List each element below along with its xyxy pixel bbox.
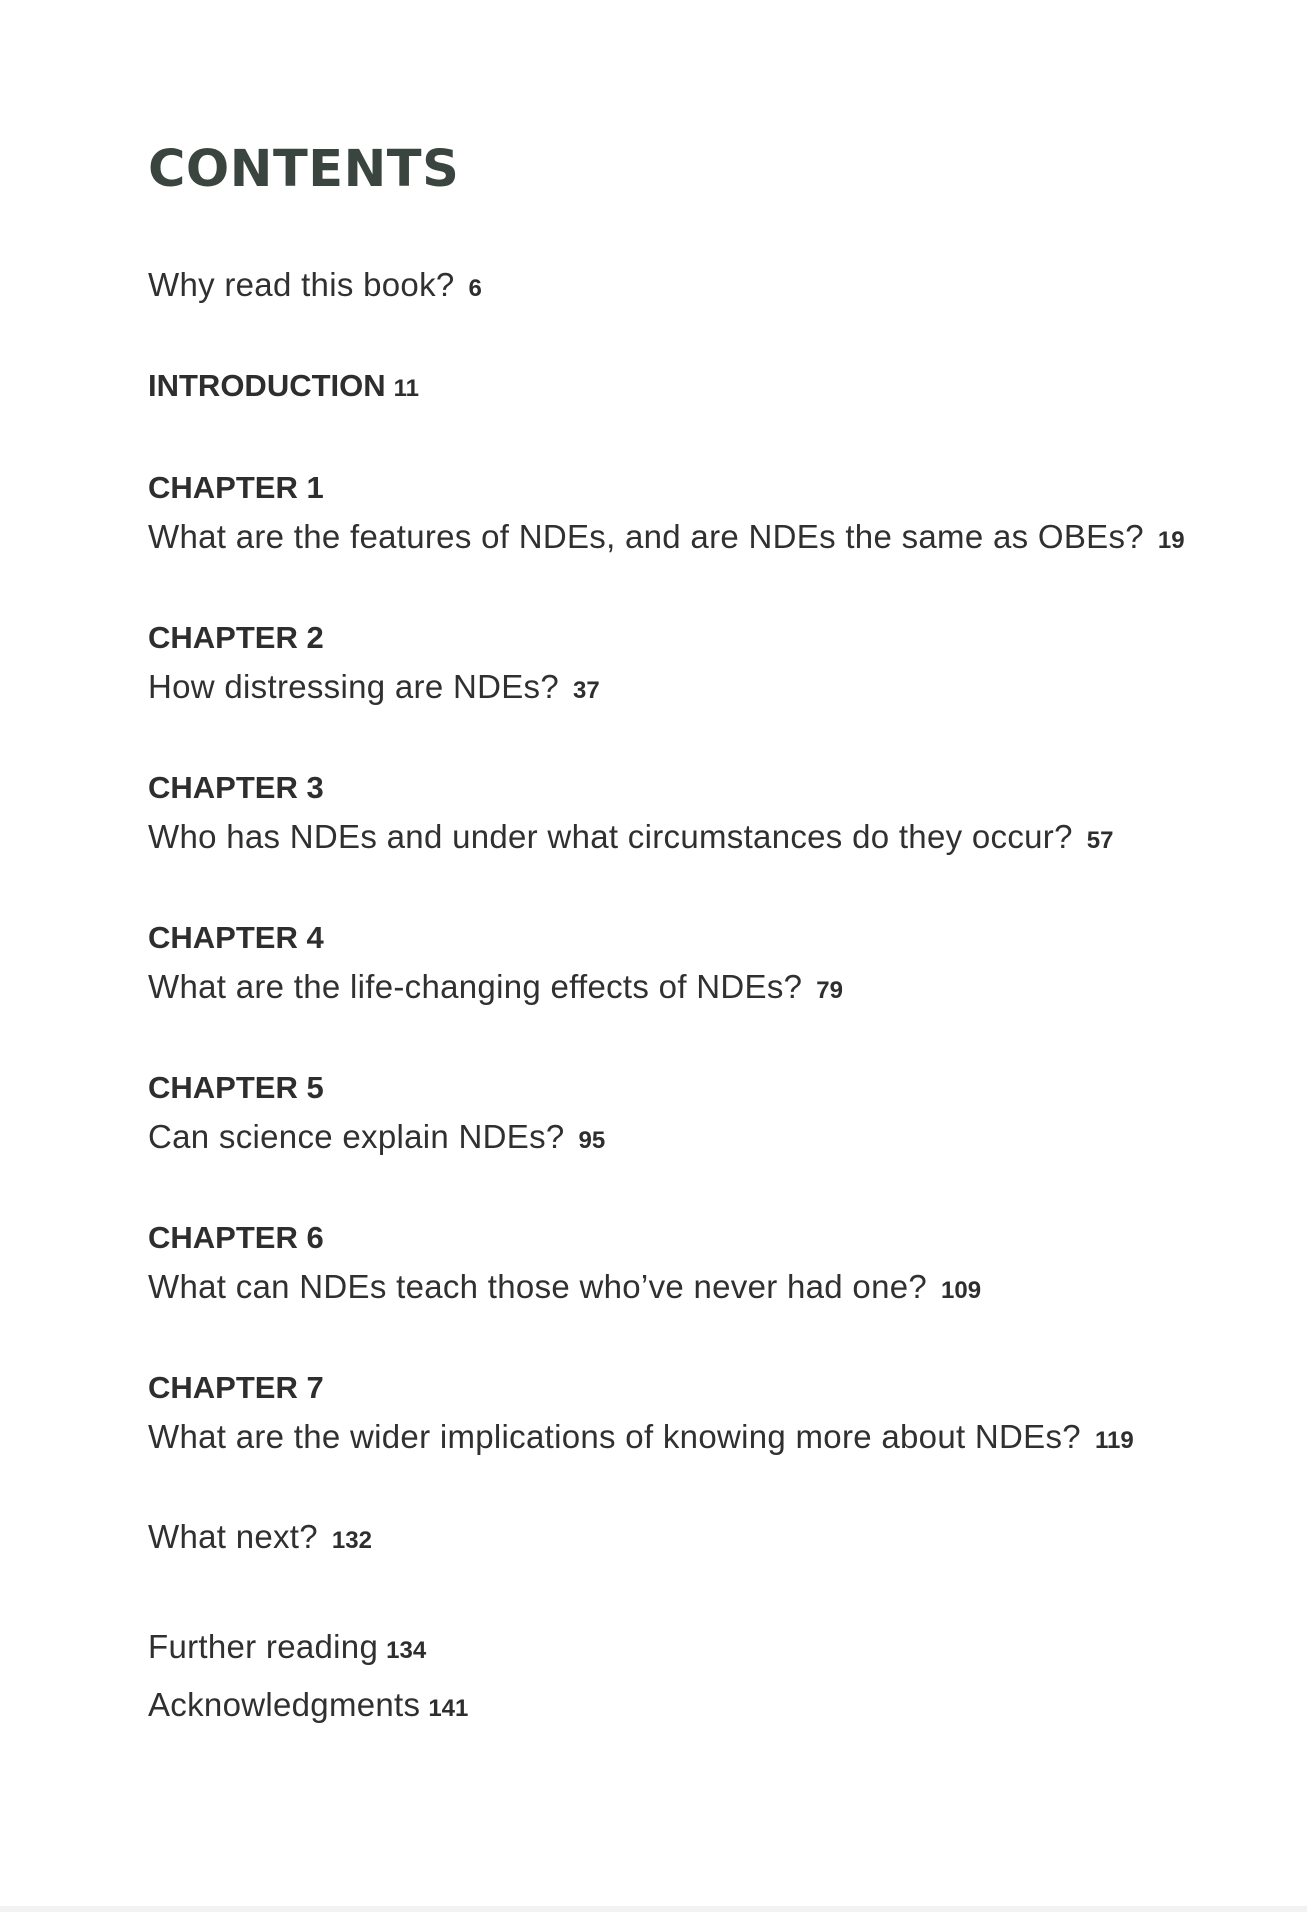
toc-entry-title: Further reading <box>148 1628 379 1665</box>
toc-entry-title: What are the wider implications of knowing more about NDEs? <box>148 1418 1081 1455</box>
toc-entry-acknowledgments[interactable] <box>148 1688 468 1721</box>
toc-entry-chapter-2[interactable] <box>148 670 600 703</box>
toc-page-number: 109 <box>941 1277 982 1304</box>
toc-entry-introduction[interactable] <box>148 370 419 401</box>
toc-entry-title: Can science explain NDEs? <box>148 1118 565 1155</box>
chapter-label: CHAPTER 6 <box>148 1220 324 1255</box>
toc-entry-title: What are the features of NDEs, and are NDEs the same as OBEs? <box>148 518 1144 555</box>
toc-page-number: 19 <box>1157 527 1185 554</box>
toc-entry-chapter-5[interactable] <box>148 1120 605 1153</box>
toc-entry-chapter-4[interactable] <box>148 970 843 1003</box>
toc-page-number: 141 <box>428 1695 469 1722</box>
toc-entry-title: What next? <box>148 1518 318 1555</box>
toc-page-number: 132 <box>331 1527 372 1554</box>
toc-page-number: 119 <box>1094 1427 1134 1454</box>
toc-entry-title: What can NDEs teach those who’ve never had one? <box>148 1268 928 1305</box>
toc-page-number: 79 <box>816 977 843 1004</box>
toc-entry-title: Who has NDEs and under what circumstances do they occur? <box>148 818 1073 855</box>
chapter-label: CHAPTER 7 <box>148 1370 324 1405</box>
toc-page-number: 57 <box>1086 827 1114 854</box>
page-title: CONTENTS <box>148 140 460 199</box>
page-bottom-edge <box>0 1906 1307 1912</box>
toc-page-number: 37 <box>572 677 600 704</box>
toc-entry-further-reading[interactable] <box>148 1630 426 1663</box>
toc-entry-title: Acknowledgments <box>148 1686 421 1723</box>
chapter-label: CHAPTER 4 <box>148 920 324 955</box>
toc-entry-chapter-3[interactable] <box>148 820 1113 853</box>
toc-entry-why-read[interactable] <box>148 268 482 301</box>
toc-entry-title: How distressing are NDEs? <box>148 668 559 705</box>
chapter-label: CHAPTER 2 <box>148 620 324 655</box>
chapter-label: CHAPTER 3 <box>148 770 324 805</box>
toc-entry-title: What are the life-changing effects of NDEs? <box>148 968 803 1005</box>
toc-entry-chapter-1[interactable] <box>148 520 1185 553</box>
toc-page-number: 6 <box>468 275 482 302</box>
toc-page-number: 134 <box>386 1637 427 1664</box>
toc-entry-title: Why read this book? <box>148 266 455 303</box>
chapter-label: CHAPTER 1 <box>148 470 324 505</box>
toc-entry-chapter-7[interactable] <box>148 1420 1134 1453</box>
toc-entry-chapter-6[interactable] <box>148 1270 981 1303</box>
chapter-label: CHAPTER 5 <box>148 1070 324 1105</box>
toc-page-number: 95 <box>578 1127 606 1154</box>
toc-entry-title: INTRODUCTION <box>148 368 386 403</box>
toc-page-number: 11 <box>393 375 420 402</box>
toc-entry-what-next[interactable] <box>148 1520 372 1553</box>
